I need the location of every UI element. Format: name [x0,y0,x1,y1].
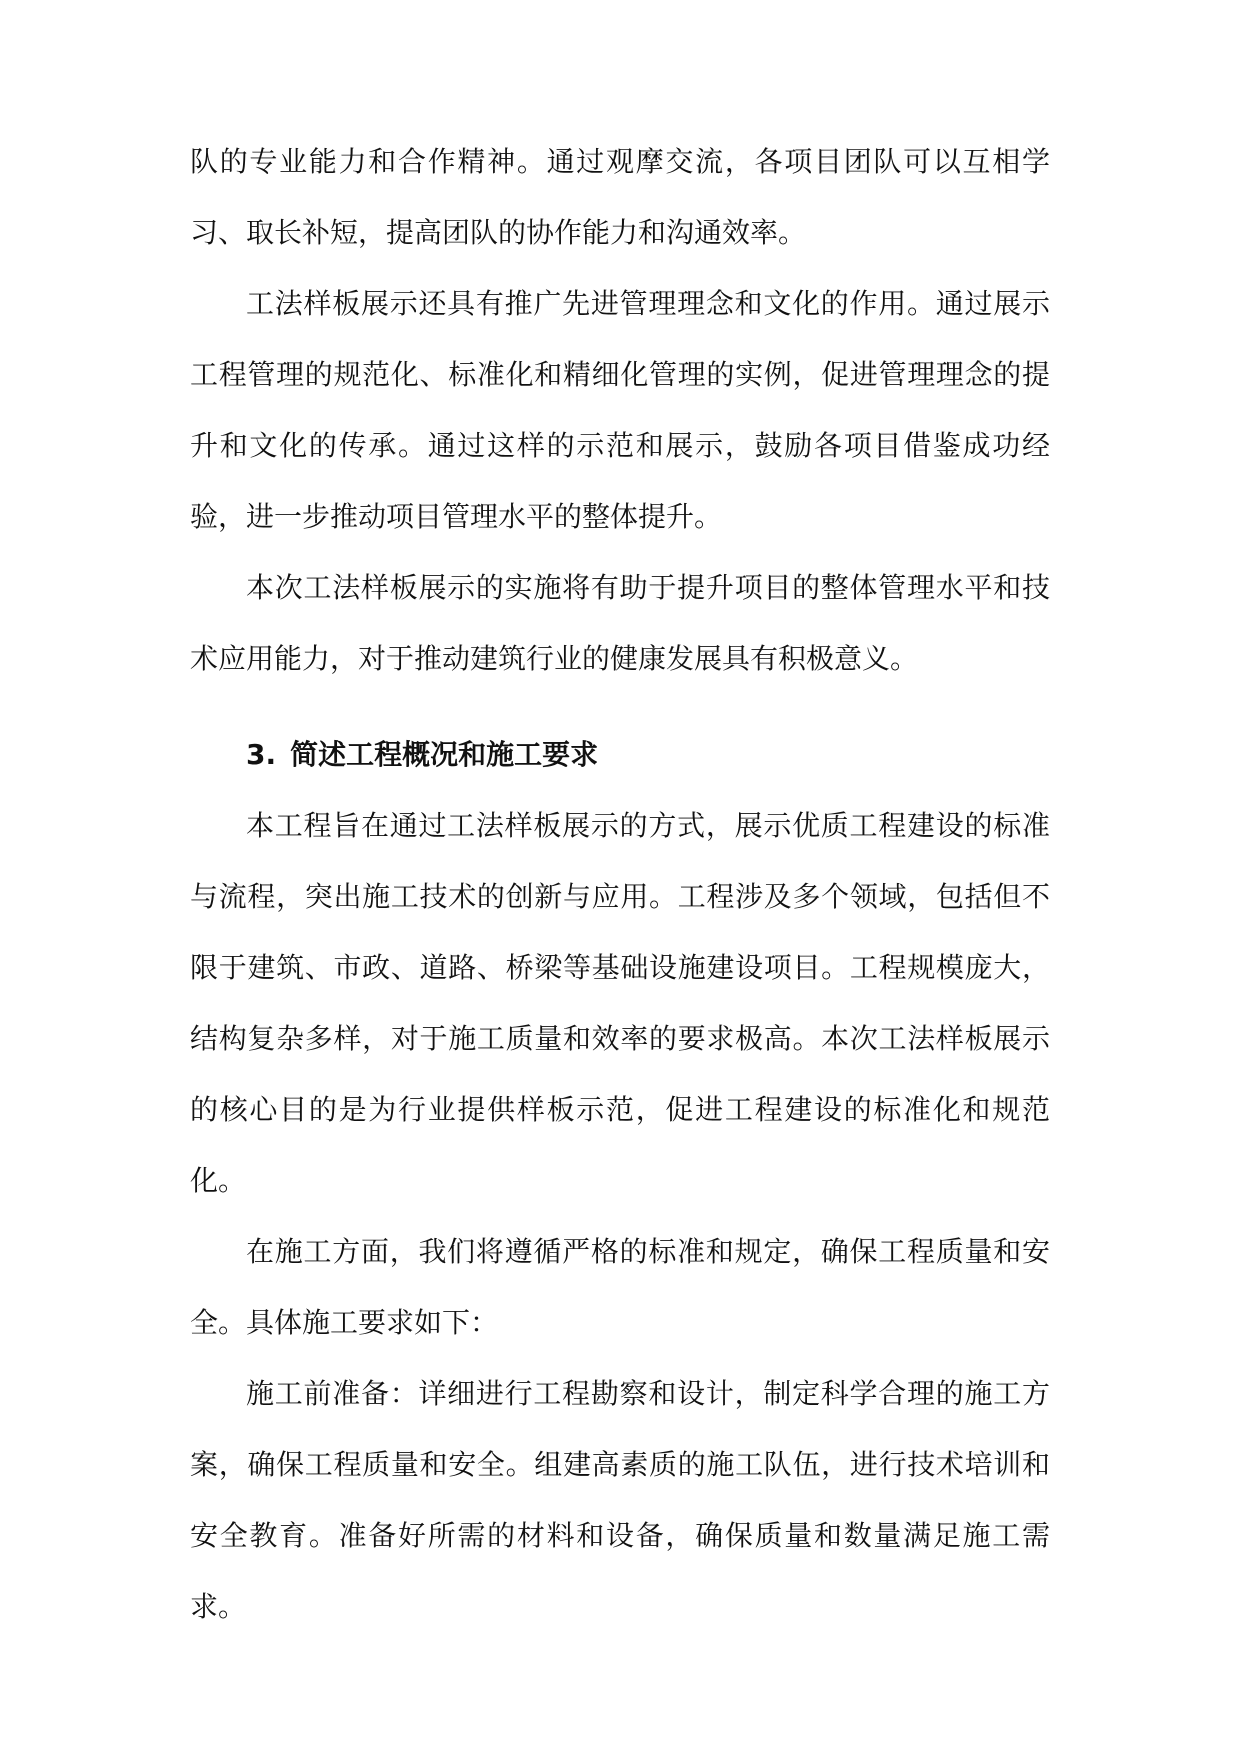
section-number: 3. [246,738,277,771]
paragraph-project-overview: 本工程旨在通过工法样板展示的方式，展示优质工程建设的标准与流程，突出施工技术的创新与应用。工程涉及多个领域，包括但不限于建筑、市政、道路、桥梁等基础设施建设项目。工程规模庞大，结构复杂多样，对于施工质量和效率的要求极高。本次工法样板展示的核心目的是为行业提供样板示范，促进工程建设的标准化和规范化。 [190,809,1050,1197]
paragraph-continuation: 队的专业能力和合作精神。通过观摩交流，各项目团队可以互相学习、取长补短，提高团队的协作能力和沟通效率。 [190,145,1050,249]
document-body [190,126,1050,1642]
paragraph-construction-intro: 在施工方面，我们将遵循严格的标准和规定，确保工程质量和安全。具体施工要求如下： [190,1235,1050,1339]
section-heading [190,719,1050,790]
paragraph-management-philosophy: 工法样板展示还具有推广先进管理理念和文化的作用。通过展示工程管理的规范化、标准化和精细化管理的实例，促进管理理念的提升和文化的传承。通过这样的示范和展示，鼓励各项目借鉴成功经验，进一步推动项目管理水平的整体提升。 [190,287,1050,533]
paragraph-preparation: 施工前准备：详细进行工程勘察和设计，制定科学合理的施工方案，确保工程质量和安全。组建高素质的施工队伍，进行技术培训和安全教育。准备好所需的材料和设备，确保质量和数量满足施工需求。 [190,1377,1050,1623]
paragraph-significance: 本次工法样板展示的实施将有助于提升项目的整体管理水平和技术应用能力，对于推动建筑行业的健康发展具有积极意义。 [190,571,1050,675]
section-title: 简述工程概况和施工要求 [290,738,599,771]
